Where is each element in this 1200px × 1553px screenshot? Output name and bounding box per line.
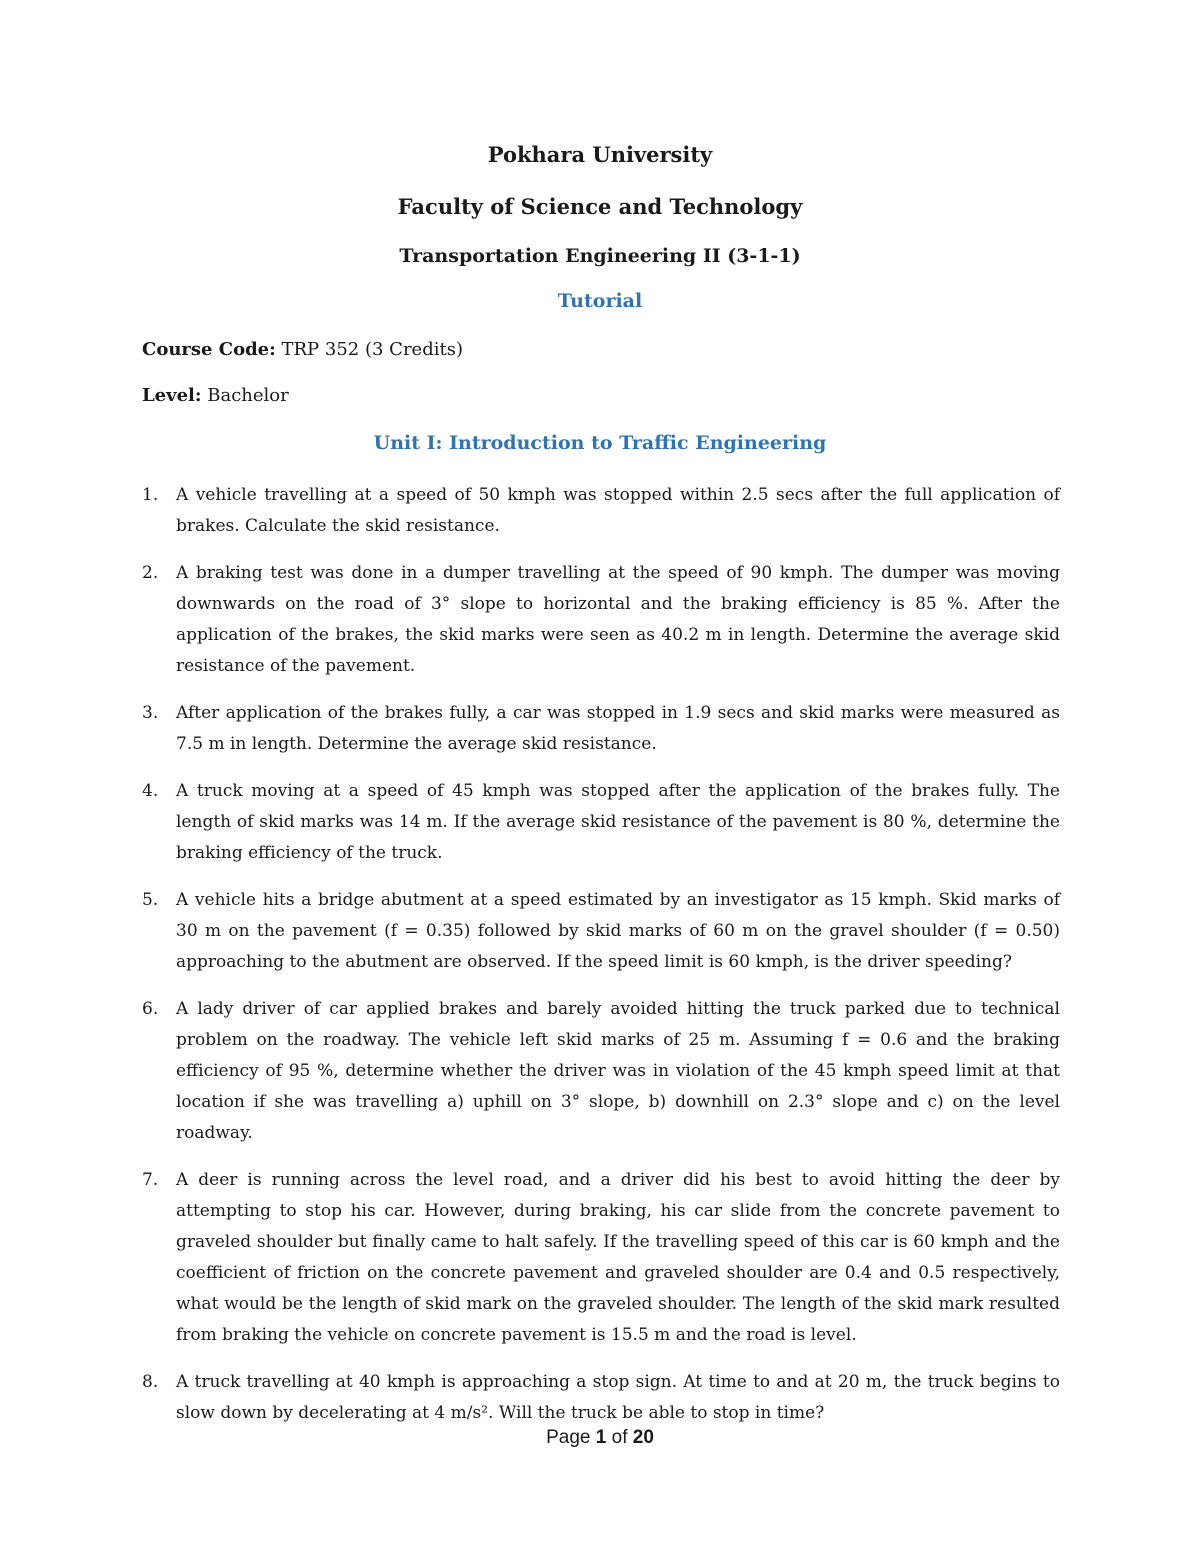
course-code-line — [142, 339, 463, 360]
level-value: Bachelor — [201, 385, 289, 406]
question-number: 5. — [142, 890, 159, 910]
question-text: A vehicle travelling at a speed of 50 kmph was stopped within 2.5 secs after the full application of brakes. Calculate the skid resistance. — [176, 485, 1060, 536]
faculty-title: Faculty of Science and Technology — [397, 194, 803, 219]
question-text: A lady driver of car applied brakes and barely avoided hitting the truck parked due to technical problem on the roadway. The vehicle left skid marks of 25 m. Assuming f = 0.6 and the braking efficiency of 95 %, determine whether the driver was in violation of the 45 kmph speed limit at that location if she was travelling a) uphill on 3° slope, b) downhill on 2.3° slope and c) on the level roadway. — [176, 999, 1060, 1143]
question-item — [142, 1165, 1060, 1351]
unit-heading: Unit I: Introduction to Traffic Engineering — [373, 432, 827, 454]
level-label: Level: — [142, 385, 202, 406]
document-type-heading: Tutorial — [557, 290, 643, 312]
question-text: A truck travelling at 40 kmph is approaching a stop sign. At time to and at 20 m, the truck begins to slow down by decelerating at 4 m/s². Will the truck be able to stop in time? — [176, 1372, 1060, 1423]
page-total: 20 — [632, 1427, 654, 1448]
question-item — [142, 558, 1060, 682]
question-list — [142, 480, 1060, 1445]
question-text: A braking test was done in a dumper travelling at the speed of 90 kmph. The dumper was moving downwards on the road of 3° slope to horizontal and the braking efficiency is 85 %. After the application of the brakes, the skid marks were seen as 40.2 m in length. Determine the average skid resistance of the pavement. — [176, 563, 1060, 676]
question-number: 6. — [142, 999, 159, 1019]
course-code-value: TRP 352 (3 Credits) — [275, 339, 463, 360]
question-item — [142, 480, 1060, 542]
question-item — [142, 1367, 1060, 1429]
question-number: 7. — [142, 1170, 159, 1190]
question-number: 3. — [142, 703, 159, 723]
question-item — [142, 698, 1060, 760]
level-line — [142, 385, 289, 406]
course-title: Transportation Engineering II (3-1-1) — [399, 245, 801, 267]
question-item — [142, 885, 1060, 978]
page-word: Page — [546, 1427, 596, 1448]
question-number: 1. — [142, 485, 159, 505]
question-item — [142, 776, 1060, 869]
page-current: 1 — [595, 1427, 607, 1448]
question-text: A truck moving at a speed of 45 kmph was stopped after the application of the brakes fully. The length of skid marks was 14 m. If the average skid resistance of the pavement is 80 %, determine the braking efficiency of the truck. — [176, 781, 1060, 863]
of-word: of — [606, 1427, 633, 1448]
university-title: Pokhara University — [487, 142, 713, 167]
question-number: 8. — [142, 1372, 159, 1392]
page-footer — [0, 1427, 1200, 1449]
question-text: A vehicle hits a bridge abutment at a speed estimated by an investigator as 15 kmph. Skid marks of 30 m on the pavement (f = 0.35) followed by skid marks of 60 m on the gravel shoulder (f = 0.50) approaching to the abutment are observed. If the speed limit is 60 kmph, is the driver speeding? — [176, 890, 1060, 972]
course-code-label: Course Code: — [142, 339, 276, 360]
question-text: A deer is running across the level road, and a driver did his best to avoid hitting the deer by attempting to stop his car. However, during braking, his car slide from the concrete pavement to graveled shoulder but finally came to halt safely. If the travelling speed of this car is 60 kmph and the coefficient of friction on the concrete pavement and graveled shoulder are 0.4 and 0.5 respectively, what would be the length of skid mark on the graveled shoulder. The length of the skid mark resulted from braking the vehicle on concrete pavement is 15.5 m and the road is level. — [176, 1170, 1060, 1345]
question-number: 4. — [142, 781, 159, 801]
question-item — [142, 994, 1060, 1149]
question-text: After application of the brakes fully, a car was stopped in 1.9 secs and skid marks were measured as 7.5 m in length. Determine the average skid resistance. — [176, 703, 1060, 754]
question-number: 2. — [142, 563, 159, 583]
